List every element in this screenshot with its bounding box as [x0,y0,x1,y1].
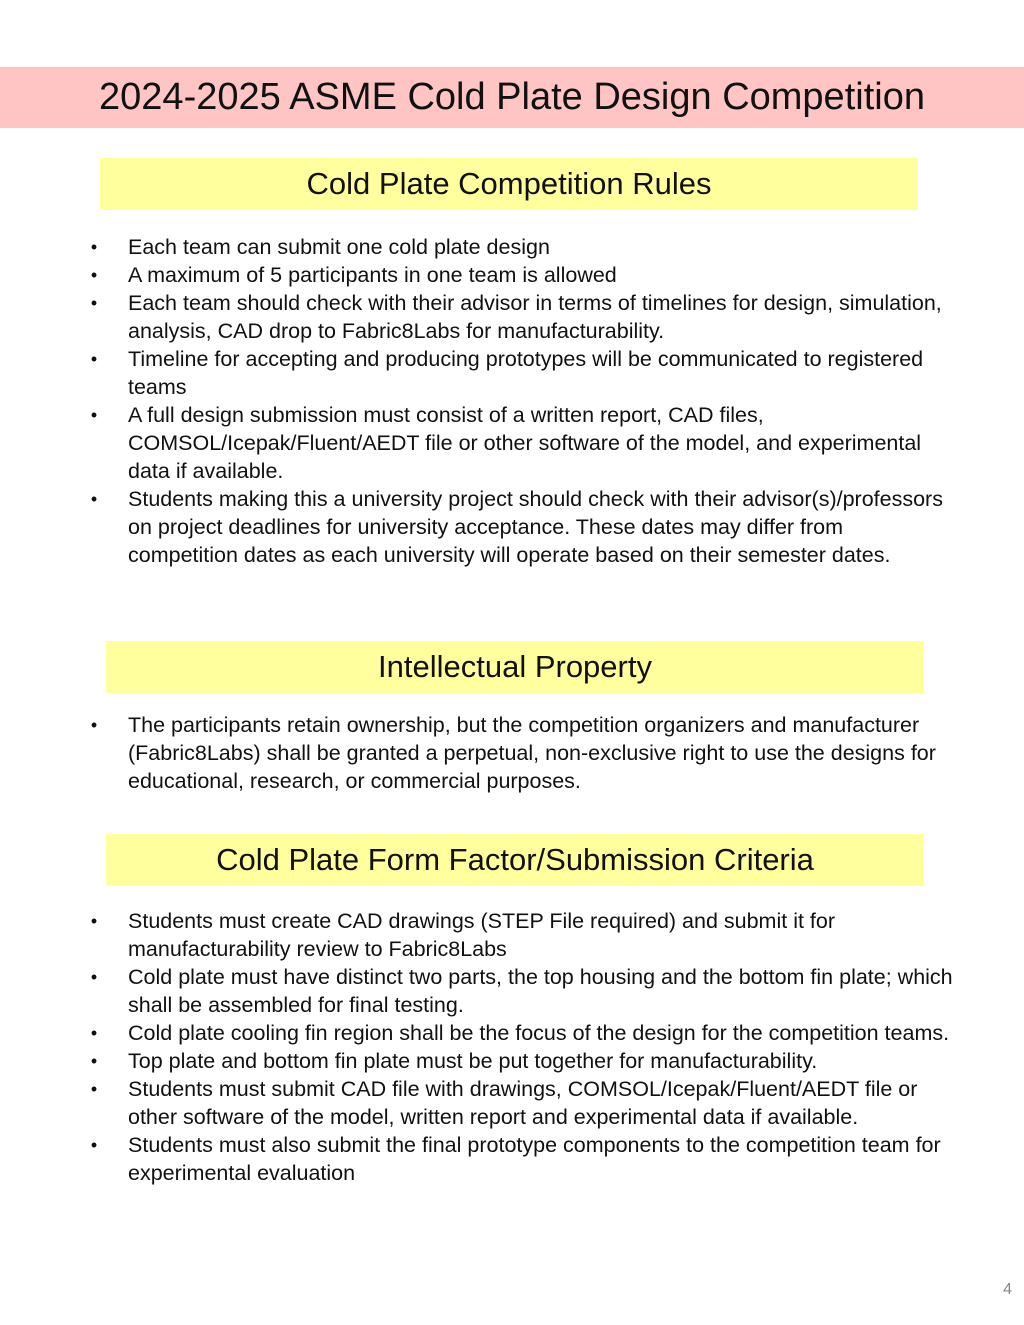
list-item [0,289,1024,345]
list-item-text: The participants retain ownership, but the competition organizers and manufacturer (Fabric8Labs) shall be granted a perpetual, non-exclusive right to use the designs for educational, research, or commercial purposes. [128,713,936,793]
bullet-icon: • [90,265,98,285]
section-heading-ip: Intellectual Property [106,641,924,693]
form-factor-list [0,907,1024,1187]
bullet-icon: • [90,405,98,425]
list-item-text: A full design submission must consist of a written report, CAD files, COMSOL/Icepak/Fluent/AEDT file or other software of the model, and experimental data if available. [128,403,922,483]
bullet-icon: • [90,349,98,369]
bullet-icon: • [90,967,98,987]
list-item-text: Timeline for accepting and producing prototypes will be communicated to registered teams [128,347,924,399]
list-item [0,401,1024,485]
bullet-icon: • [90,911,98,931]
list-item [0,711,1024,795]
list-item [0,485,1024,569]
list-item [0,1019,1024,1047]
list-item [0,233,1024,261]
page-title: 2024-2025 ASME Cold Plate Design Competition [99,76,925,118]
list-item-text: Students must create CAD drawings (STEP File required) and submit it for manufacturability review to Fabric8Labs [128,909,836,961]
list-item-text: Each team can submit one cold plate design [128,235,550,259]
list-item-text: Cold plate must have distinct two parts, the top housing and the bottom fin plate; which shall be assembled for final testing. [128,965,953,1017]
section-heading-rules: Cold Plate Competition Rules [100,158,918,210]
list-item-text: Cold plate cooling fin region shall be the focus of the design for the competition teams. [128,1021,950,1045]
list-item [0,345,1024,401]
title-band [0,67,1024,128]
bullet-icon: • [90,1051,98,1071]
section-heading-form-factor: Cold Plate Form Factor/Submission Criteria [106,834,924,886]
bullet-icon: • [90,1079,98,1099]
list-item [0,907,1024,963]
rules-list [0,233,1024,569]
bullet-icon: • [90,1135,98,1155]
list-item-text: Students must also submit the final prototype components to the competition team for experimental evaluation [128,1133,941,1185]
bullet-icon: • [90,1023,98,1043]
bullet-icon: • [90,237,98,257]
bullet-icon: • [90,293,98,313]
list-item [0,1047,1024,1075]
list-item-text: A maximum of 5 participants in one team is allowed [128,263,617,287]
list-item [0,1131,1024,1187]
list-item-text: Students making this a university project should check with their advisor(s)/professors on project deadlines for university acceptance. These dates may differ from competition dates as each university will operate based on their semester dates. [128,487,943,567]
list-item-text: Top plate and bottom fin plate must be put together for manufacturability. [128,1049,818,1073]
list-item [0,963,1024,1019]
list-item [0,1075,1024,1131]
list-item-text: Students must submit CAD file with drawings, COMSOL/Icepak/Fluent/AEDT file or other software of the model, written report and experimental data if available. [128,1077,918,1129]
bullet-icon: • [90,489,98,509]
list-item-text: Each team should check with their advisor in terms of timelines for design, simulation, analysis, CAD drop to Fabric8Labs for manufacturability. [128,291,942,343]
ip-list [0,711,1024,795]
bullet-icon: • [90,715,98,735]
list-item [0,261,1024,289]
page-number: 4 [1003,1281,1012,1298]
